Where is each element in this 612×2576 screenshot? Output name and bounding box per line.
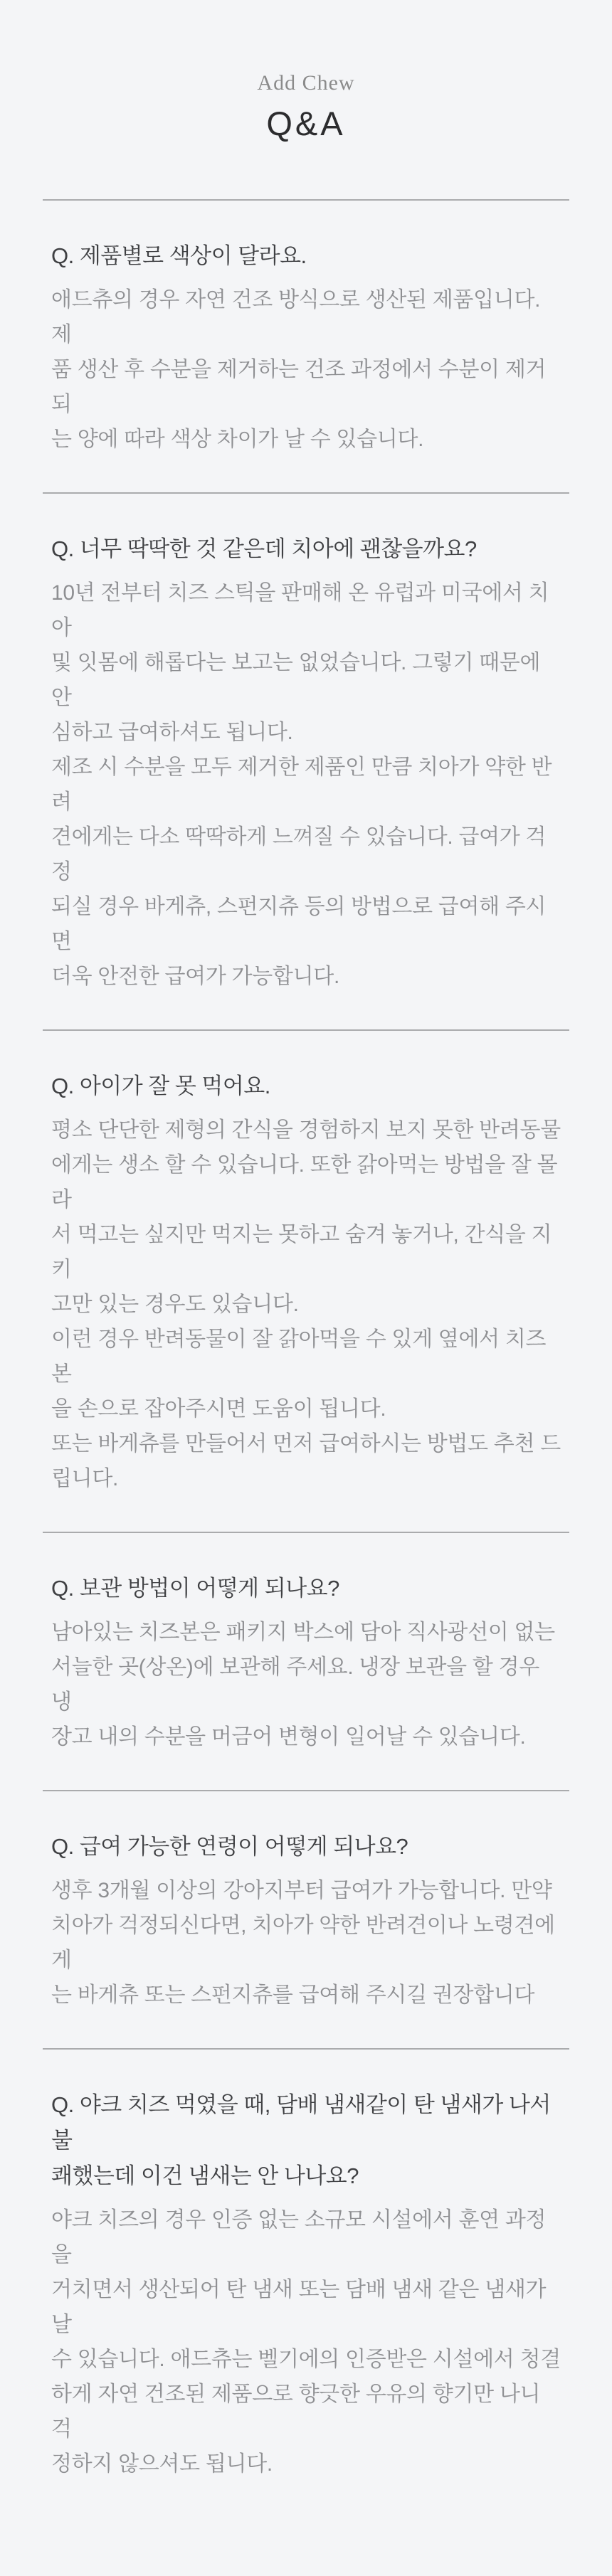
answer-line: 더욱 안전한 급여가 가능합니다. [51, 965, 339, 988]
question-text [51, 238, 561, 274]
answer-line: 제조 시 수분을 모두 제거한 제품인 만큼 치아가 약한 반려 [51, 756, 552, 814]
question-text [51, 2087, 561, 2194]
answer-text [51, 1873, 561, 2013]
page-header [43, 71, 569, 142]
answer-line: 10년 전부터 치즈 스틱을 판매해 온 유럽과 미국에서 치아 [51, 581, 549, 640]
question-text [51, 1571, 561, 1606]
answer-line: 야크 치즈의 경우 인증 없는 소규모 시설에서 훈연 과정을 [51, 2208, 547, 2267]
qa-list [43, 199, 569, 2517]
answer-line: 장고 내의 수분을 머금어 변형이 일어날 수 있습니다. [51, 1725, 526, 1749]
answer-line: 수 있습니다. 애드츄는 벨기에의 인증받은 시설에서 청결 [51, 2348, 561, 2371]
answer-line: 생후 3개월 이상의 강아지부터 급여가 가능합니다. 만약 [51, 1879, 552, 1902]
question-line: Q. 보관 방법이 어떻게 되나요? [51, 1576, 339, 1601]
answer-line: 는 바게츄 또는 스펀지츄를 급여해 주시길 권장합니다 [51, 1983, 535, 2007]
answer-line: 되실 경우 바게츄, 스펀지츄 등의 방법으로 급여해 주시면 [51, 895, 547, 953]
answer-line: 서 먹고는 싶지만 먹지는 못하고 숨겨 놓거나, 간식을 지키 [51, 1223, 552, 1281]
answer-line: 남아있는 치즈본은 패키지 박스에 담아 직사광선이 없는 [51, 1621, 555, 1644]
answer-line: 거치면서 생산되어 탄 냄새 또는 담배 냄새 같은 냄새가 날 [51, 2278, 547, 2336]
qa-section [43, 492, 569, 1029]
answer-line: 이런 경우 반려동물이 잘 갉아먹을 수 있게 옆에서 치즈본 [51, 1327, 547, 1386]
qa-section [43, 2048, 569, 2517]
question-text [51, 1069, 561, 1104]
answer-line: 품 생산 후 수분을 제거하는 건조 과정에서 수분이 제거되 [51, 358, 547, 416]
answer-line: 에게는 생소 할 수 있습니다. 또한 갉아먹는 방법을 잘 몰라 [51, 1153, 558, 1212]
qa-section [43, 1029, 569, 1532]
answer-line: 하게 자연 건조된 제품으로 향긋한 우유의 향기만 나니 걱 [51, 2382, 541, 2441]
answer-text [51, 1113, 561, 1496]
question-text [51, 1829, 561, 1865]
answer-line: 또는 바게츄를 만들어서 먼저 급여하시는 방법도 추천 드 [51, 1432, 561, 1456]
page-title: Q&A [266, 105, 346, 142]
answer-line: 심하고 급여하셔도 됩니다. [51, 721, 293, 744]
answer-line: 을 손으로 잡아주시면 도움이 됩니다. [51, 1397, 386, 1421]
question-text [51, 531, 561, 567]
answer-text [51, 2203, 561, 2481]
question-line: Q. 아이가 잘 못 먹어요. [51, 1074, 270, 1098]
answer-line: 서늘한 곳(상온)에 보관해 주세요. 냉장 보관을 할 경우 냉 [51, 1655, 539, 1714]
answer-line: 립니다. [51, 1467, 119, 1490]
answer-line: 는 양에 따라 색상 차이가 날 수 있습니다. [51, 428, 424, 451]
answer-text [51, 282, 561, 457]
qa-section [43, 199, 569, 492]
answer-line: 애드츄의 경우 자연 건조 방식으로 생산된 제품입니다. 제 [51, 288, 541, 346]
answer-line: 및 잇몸에 해롭다는 보고는 없었습니다. 그렇기 때문에 안 [51, 651, 541, 709]
question-line: Q. 제품별로 색상이 달라요. [51, 243, 307, 268]
qa-section [43, 1790, 569, 2048]
question-line: Q. 너무 딱딱한 것 같은데 치아에 괜찮을까요? [51, 536, 477, 561]
question-line: Q. 야크 치즈 먹였을 때, 담배 냄새같이 탄 냄새가 나서 불 [51, 2092, 551, 2153]
answer-line: 견에게는 다소 딱딱하게 느껴질 수 있습니다. 급여가 걱정 [51, 825, 547, 884]
answer-line: 고만 있는 경우도 있습니다. [51, 1293, 299, 1316]
answer-text [51, 576, 561, 994]
answer-text [51, 1615, 561, 1754]
question-line: Q. 급여 가능한 연령이 어떻게 되나요? [51, 1834, 408, 1859]
answer-line: 정하지 않으셔도 됩니다. [51, 2452, 273, 2476]
answer-line: 평소 단단한 제형의 간식을 경험하지 보지 못한 반려동물 [51, 1118, 561, 1142]
brand-name: Add Chew [257, 71, 355, 95]
qa-section [43, 1532, 569, 1790]
question-line: 쾌했는데 이건 냄새는 안 나나요? [51, 2163, 359, 2188]
answer-line: 치아가 걱정되신다면, 치아가 약한 반려견이나 노령견에게 [51, 1914, 555, 1972]
